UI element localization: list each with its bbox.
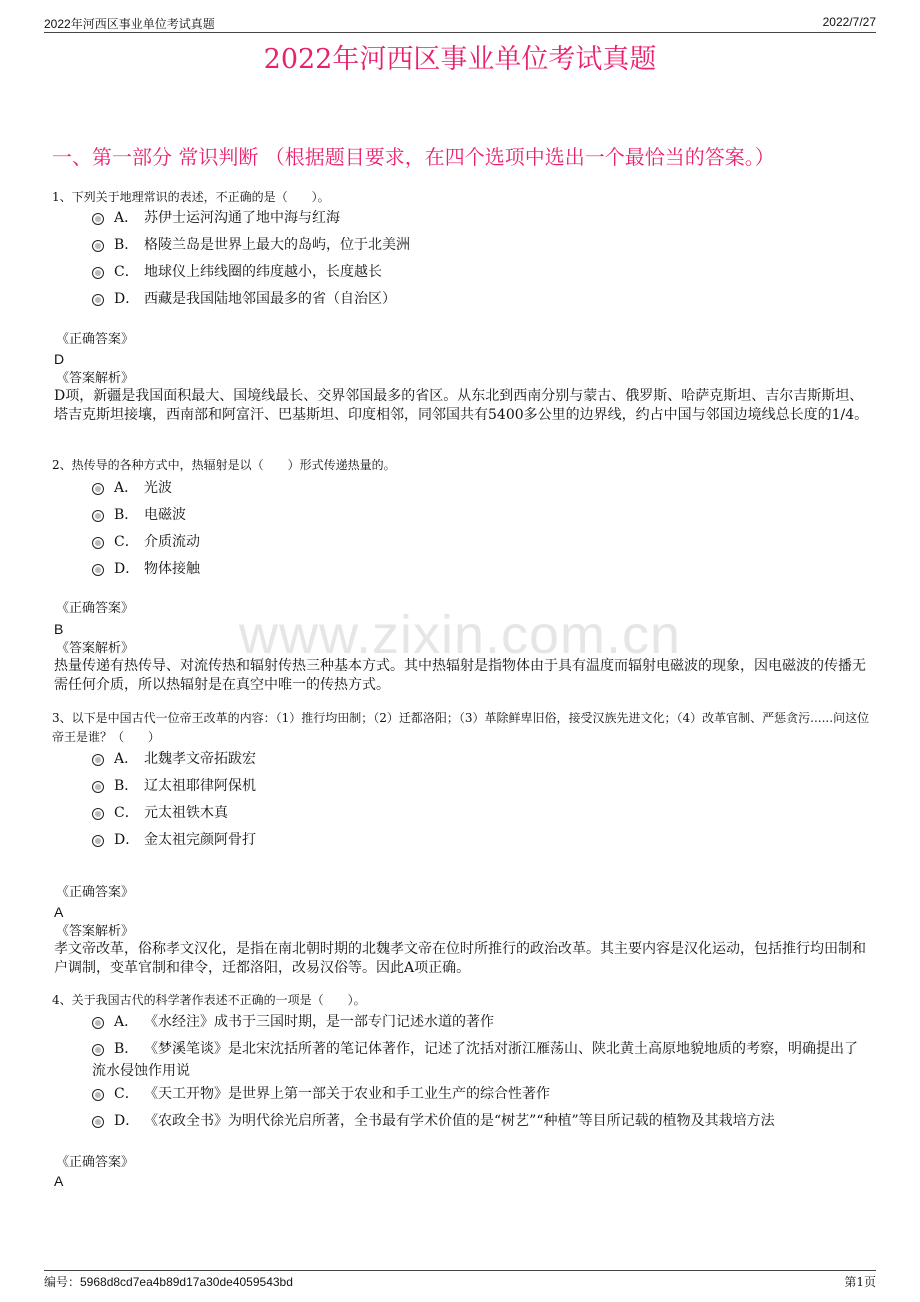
radio-icon[interactable]	[92, 213, 104, 225]
option-letter: B．	[114, 237, 139, 253]
radio-icon[interactable]	[92, 1089, 104, 1101]
option-letter: A．	[114, 210, 139, 226]
question-1-option-d[interactable]	[92, 288, 862, 310]
question-2-option-a[interactable]	[92, 477, 862, 499]
question-2-option-c[interactable]	[92, 531, 862, 553]
radio-icon[interactable]	[92, 240, 104, 252]
radio-icon[interactable]	[92, 267, 104, 279]
option-text: 《天工开物》是世界上第一部关于农业和手工业生产的综合性著作	[144, 1086, 550, 1102]
question-3-option-c[interactable]	[92, 802, 862, 824]
option-text: 元太祖铁木真	[144, 805, 228, 821]
question-1-explanation: D项，新疆是我国面积最大、国境线最长、交界邻国最多的省区。从东北到西南分别与蒙古、俄罗斯、哈萨克斯坦、吉尔吉斯斯坦、塔吉克斯坦接壤，西南部和阿富汗、巴基斯坦、印度相邻，同邻国共有5400多公里的边界线，约占中国与邻国边境线总长度的1/4。	[54, 388, 869, 423]
header-doc-title: 2022年河西区事业单位考试真题	[44, 17, 215, 31]
radio-icon[interactable]	[92, 564, 104, 576]
option-letter: D．	[114, 561, 140, 577]
question-3-text: 3、以下是中国古代一位帝王改革的内容：（1）推行均田制；（2）迁都洛阳；（3）革除鲜卑旧俗，接受汉族先进文化；（4）改革官制、严惩贪污......问这位帝王是谁？（ ）	[52, 711, 870, 744]
question-2-answer: B	[54, 621, 64, 637]
option-text: 格陵兰岛是世界上最大的岛屿，位于北美洲	[144, 237, 410, 253]
question-4-option-d[interactable]	[92, 1110, 862, 1132]
option-text: 光波	[144, 480, 172, 496]
question-3-option-b[interactable]	[92, 775, 862, 797]
option-text: 辽太祖耶律阿保机	[144, 778, 256, 794]
page-header	[44, 15, 876, 33]
document-id: 编号：5968d8cd7ea4b89d17a30de4059543bd	[44, 1275, 293, 1289]
question-1-option-b[interactable]	[92, 234, 862, 256]
explanation-label: 《答案解析》	[56, 924, 135, 939]
answer-label: 《正确答案》	[56, 1155, 135, 1170]
answer-label: 《正确答案》	[56, 885, 135, 900]
question-2-explanation: 热量传递有热传导、对流传热和辐射传热三种基本方式。其中热辐射是指物体由于具有温度而辐射电磁波的现象，因电磁波的传播无需任何介质，所以热辐射是在真空中唯一的传热方式。	[54, 658, 866, 693]
option-letter: C．	[114, 264, 139, 280]
question-2-option-d[interactable]	[92, 558, 862, 580]
option-letter: A．	[114, 480, 139, 496]
document-title: 2022年河西区事业单位考试真题	[263, 44, 657, 75]
option-letter: A．	[114, 1014, 139, 1030]
question-3-option-a[interactable]	[92, 748, 862, 770]
option-text: 北魏孝文帝拓跋宏	[144, 751, 256, 767]
question-4-option-b[interactable]	[92, 1038, 862, 1082]
watermark: www.zixin.com.cn	[238, 605, 682, 665]
option-text: 西藏是我国陆地邻国最多的省（自治区）	[144, 291, 396, 307]
radio-icon[interactable]	[92, 754, 104, 766]
question-4-answer: A	[54, 1173, 64, 1189]
answer-label: 《正确答案》	[56, 601, 135, 616]
radio-icon[interactable]	[92, 294, 104, 306]
option-text: 电磁波	[144, 507, 186, 523]
question-4-text: 4、关于我国古代的科学著作表述不正确的一项是（ ）。	[52, 993, 366, 1007]
option-text: 《梦溪笔谈》是北宋沈括所著的笔记体著作，记述了沈括对浙江雁荡山、陕北黄土高原地貌地质的考察，明确提出了流水侵蚀作用说	[92, 1041, 858, 1079]
option-letter: C．	[114, 1086, 139, 1102]
option-text: 地球仪上纬线圈的纬度越小，长度越长	[144, 264, 382, 280]
radio-icon[interactable]	[92, 835, 104, 847]
explanation-label: 《答案解析》	[56, 371, 135, 386]
option-letter: B．	[114, 1041, 139, 1057]
option-text: 《农政全书》为明代徐光启所著，全书最有学术价值的是“树艺”“种植”等目所记载的植物及其栽培方法	[144, 1113, 775, 1129]
option-letter: B．	[114, 778, 139, 794]
section-heading: 一、第一部分 常识判断 （根据题目要求，在四个选项中选出一个最恰当的答案。）	[52, 145, 775, 169]
radio-icon[interactable]	[92, 1116, 104, 1128]
page-number: 第1页	[844, 1275, 876, 1289]
question-1-option-c[interactable]	[92, 261, 862, 283]
page-footer	[44, 1270, 876, 1289]
radio-icon[interactable]	[92, 808, 104, 820]
option-letter: A．	[114, 751, 139, 767]
radio-icon[interactable]	[92, 1044, 104, 1056]
answer-label: 《正确答案》	[56, 332, 135, 347]
radio-icon[interactable]	[92, 537, 104, 549]
option-text: 《水经注》成书于三国时期，是一部专门记述水道的著作	[144, 1014, 494, 1030]
option-letter: B．	[114, 507, 139, 523]
question-2-option-b[interactable]	[92, 504, 862, 526]
radio-icon[interactable]	[92, 1017, 104, 1029]
question-3-answer: A	[54, 904, 64, 920]
header-date: 2022/7/27	[822, 15, 876, 29]
question-4-option-a[interactable]	[92, 1011, 862, 1033]
radio-icon[interactable]	[92, 781, 104, 793]
question-3-explanation: 孝文帝改革，俗称孝文汉化，是指在南北朝时期的北魏孝文帝在位时所推行的政治改革。其主要内容是汉化运动，包括推行均田制和户调制，变革官制和律令，迁都洛阳，改易汉俗等。因此A项正确。	[54, 941, 866, 976]
radio-icon[interactable]	[92, 483, 104, 495]
option-letter: D．	[114, 832, 140, 848]
question-1-text: 1、下列关于地理常识的表述，不正确的是（ ）。	[52, 190, 330, 204]
option-text: 介质流动	[144, 534, 200, 550]
question-1-option-a[interactable]	[92, 207, 862, 229]
option-text: 苏伊士运河沟通了地中海与红海	[144, 210, 340, 226]
question-1-answer: D	[54, 351, 65, 367]
radio-icon[interactable]	[92, 510, 104, 522]
option-text: 物体接触	[144, 561, 200, 577]
option-letter: D．	[114, 1113, 140, 1129]
option-letter: C．	[114, 534, 139, 550]
question-3-option-d[interactable]	[92, 829, 862, 851]
question-4-option-c[interactable]	[92, 1083, 862, 1105]
option-letter: C．	[114, 805, 139, 821]
question-2-text: 2、热传导的各种方式中，热辐射是以（ ）形式传递热量的。	[52, 458, 396, 472]
explanation-label: 《答案解析》	[56, 641, 135, 656]
option-text: 金太祖完颜阿骨打	[144, 832, 256, 848]
option-letter: D．	[114, 291, 140, 307]
